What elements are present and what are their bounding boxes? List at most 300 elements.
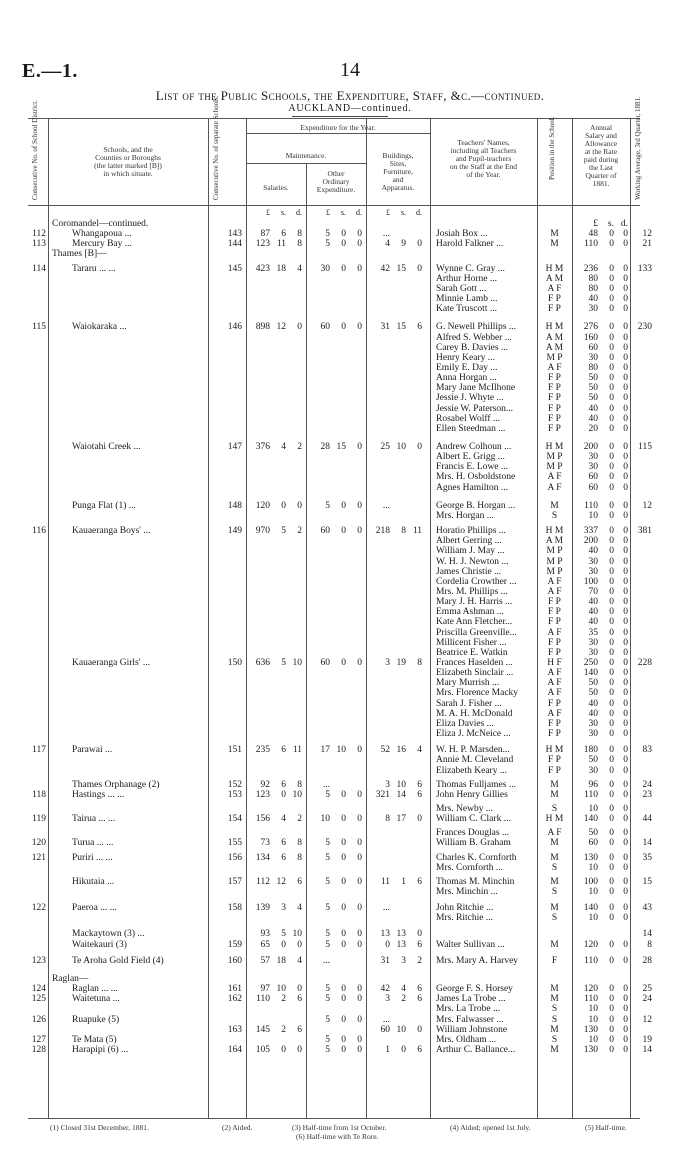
money-pounds: 636 xyxy=(255,658,270,668)
pay-shillings: 0 xyxy=(609,718,614,729)
money-pence: 6 xyxy=(417,876,422,887)
header-teachers xyxy=(430,139,537,179)
row-position: A F xyxy=(547,668,562,679)
column-rule xyxy=(306,163,307,1118)
pay-pence: 0 xyxy=(623,698,628,709)
row-teacher-name: Sarah Gott ... xyxy=(436,283,487,294)
row-district-no: 127 xyxy=(31,1034,46,1045)
money-pence: 0 xyxy=(417,929,422,940)
pay-pence: 0 xyxy=(623,482,628,493)
row-teacher-name: Josiah Box ... xyxy=(436,229,488,240)
money-pence: 0 xyxy=(357,239,362,250)
row-school-no: 146 xyxy=(227,322,242,333)
pay-pence: 0 xyxy=(623,413,628,424)
pay-pounds: 10 xyxy=(588,1004,598,1015)
row-position: H M xyxy=(545,263,564,274)
pay-pounds: 30 xyxy=(588,637,598,648)
row-school-no: 152 xyxy=(227,779,242,790)
pay-shillings: 0 xyxy=(609,342,614,353)
money-pounds: 31 xyxy=(380,955,390,966)
district-subtitle: AUCKLAND—continued. xyxy=(288,103,412,114)
pay-shillings: 0 xyxy=(609,887,614,897)
column-rule xyxy=(366,118,367,1118)
row-district-no: 123 xyxy=(31,955,46,966)
row-school-name: Coromandel—continued. xyxy=(52,219,149,229)
pay-pence: 0 xyxy=(623,637,628,648)
pay-pounds: 50 xyxy=(588,393,598,404)
money-pounds: 42 xyxy=(380,263,390,274)
money-pounds: 5 xyxy=(325,239,330,250)
pay-shillings: 0 xyxy=(609,283,614,294)
row-district-no: 124 xyxy=(31,984,46,995)
row-teacher-name: Jessie J. Whyte ... xyxy=(436,393,504,404)
row-school-name: Harapipi (6) ... xyxy=(72,1044,129,1055)
row-position: F P xyxy=(548,755,561,766)
row-position: S xyxy=(551,913,558,924)
header-salary-line: Quarter of xyxy=(585,171,617,180)
money-pence: 6 xyxy=(297,994,302,1005)
money-shillings: 0 xyxy=(341,322,346,333)
pay-pence: 0 xyxy=(623,536,628,547)
money-pounds: 5 xyxy=(325,1044,330,1055)
currency-pence: d. xyxy=(356,208,362,217)
money-shillings: 0 xyxy=(341,263,346,274)
pay-shillings: 0 xyxy=(609,828,614,839)
currency-pound: £ xyxy=(266,208,270,217)
currency-shilling: s. xyxy=(400,208,406,217)
row-teacher-name: Emily E. Day ... xyxy=(436,362,498,373)
money-shillings: 14 xyxy=(396,789,406,800)
pay-pence: 0 xyxy=(623,472,628,483)
row-position: M xyxy=(550,876,559,887)
row-teacher-name: Mrs. La Trobe ... xyxy=(436,1004,501,1015)
money-pence: 0 xyxy=(297,1044,302,1055)
currency-pound: £ xyxy=(326,208,330,217)
row-teacher-name: Jessie W. Paterson... xyxy=(436,403,514,414)
row-teacher-name: Mrs. Minchin ... xyxy=(436,887,498,897)
row-school-no: 162 xyxy=(227,994,242,1005)
row-district-no: 116 xyxy=(32,526,46,537)
money-pounds: 321 xyxy=(375,789,390,800)
money-pence: 6 xyxy=(417,994,422,1005)
money-pence: 0 xyxy=(357,814,362,825)
row-district-no: 117 xyxy=(32,745,46,756)
money-shillings: 13 xyxy=(396,939,406,950)
money-pounds: 11 xyxy=(380,876,390,887)
money-pounds: 423 xyxy=(255,263,270,274)
money-pounds: 30 xyxy=(320,263,330,274)
header-schools xyxy=(58,146,198,178)
money-shillings: 5 xyxy=(281,658,286,668)
row-teacher-name: Carey B. Davies ... xyxy=(436,342,509,353)
money-pounds: 73 xyxy=(260,838,270,849)
pay-pounds: 20 xyxy=(588,423,598,434)
pay-shillings: 0 xyxy=(609,352,614,363)
pay-shillings: 0 xyxy=(609,903,614,914)
row-position: F P xyxy=(548,423,561,434)
money-pence: 0 xyxy=(357,939,362,950)
pay-pence: 0 xyxy=(623,462,628,473)
pay-pence: 0 xyxy=(623,779,628,790)
pay-shillings: 0 xyxy=(609,984,614,995)
money-pounds: 139 xyxy=(255,903,270,914)
row-school-no: 163 xyxy=(227,1024,242,1035)
row-teacher-name: Thomas Fulljames ... xyxy=(436,779,516,790)
page-title: List of the Public Schools, the Expenditure, Staff, &c.—continued. xyxy=(155,88,545,103)
row-teacher-name: Mary J. H. Harris ... xyxy=(436,597,513,608)
row-average: 381 xyxy=(637,526,652,537)
pay-shillings: 0 xyxy=(609,708,614,719)
row-teacher-name: Cordelia Crowther ... xyxy=(436,576,517,587)
pay-pounds: 30 xyxy=(588,765,598,776)
pay-pence: 0 xyxy=(623,814,628,825)
row-position: H M xyxy=(545,322,564,333)
money-shillings: 0 xyxy=(341,229,346,240)
pay-shillings: 0 xyxy=(609,1004,614,1015)
pay-pounds: 110 xyxy=(584,500,598,511)
footnote-2: (2) Aided. xyxy=(222,1123,253,1132)
header-buildings xyxy=(366,152,430,192)
pay-pounds: 10 xyxy=(588,862,598,873)
row-position: A F xyxy=(547,828,562,839)
row-position: M xyxy=(550,1024,559,1035)
row-position: A F xyxy=(547,283,562,294)
money-pounds: 60 xyxy=(320,322,330,333)
header-teachers-line: Teachers' Names, xyxy=(457,138,510,147)
money-pence: 0 xyxy=(357,852,362,863)
pay-pounds: 40 xyxy=(588,607,598,618)
row-position: M xyxy=(550,239,559,250)
row-average: 25 xyxy=(642,984,652,995)
pay-pence: 0 xyxy=(623,617,628,628)
row-teacher-name: Arthur Horne ... xyxy=(436,273,497,284)
row-average: 115 xyxy=(638,442,652,452)
pay-pounds: 40 xyxy=(588,546,598,557)
row-position: M xyxy=(550,229,559,240)
row-district-no: 121 xyxy=(31,852,46,863)
money-shillings: 6 xyxy=(281,229,286,240)
money-pence: 0 xyxy=(357,658,362,668)
column-rule xyxy=(48,118,49,1118)
row-position: F P xyxy=(548,383,561,394)
pay-pence: 0 xyxy=(623,273,628,284)
pay-pounds: 276 xyxy=(583,322,598,333)
pay-shillings: 0 xyxy=(609,637,614,648)
money-shillings: 2 xyxy=(401,994,406,1005)
pay-pence: 0 xyxy=(623,546,628,557)
money-pounds: 17 xyxy=(320,745,330,756)
row-position: M xyxy=(550,779,559,790)
money-shillings: 2 xyxy=(281,1024,286,1035)
row-teacher-name: Millicent Fisher ... xyxy=(436,637,507,648)
money-pence: 0 xyxy=(357,876,362,887)
money-pence: 6 xyxy=(417,984,422,995)
row-teacher-name: M. A. H. McDonald xyxy=(436,708,513,719)
pay-shillings: 0 xyxy=(609,1014,614,1025)
header-salary-line: Annual xyxy=(589,123,613,132)
money-pounds: 235 xyxy=(255,745,270,756)
pay-shillings: 0 xyxy=(609,413,614,424)
row-school-name: Waiotahi Creek ... xyxy=(72,442,141,452)
money-pence: 10 xyxy=(292,789,302,800)
row-school-name: Waiokaraka ... xyxy=(72,322,127,333)
row-school-name: Ruapuke (5) xyxy=(72,1014,120,1025)
row-district-no: 113 xyxy=(32,239,46,250)
pay-pounds: 80 xyxy=(588,362,598,373)
row-average: 14 xyxy=(642,838,652,849)
row-position: A F xyxy=(547,688,562,699)
pay-pounds: 30 xyxy=(588,556,598,567)
row-position: H M xyxy=(545,814,564,825)
money-pounds: 60 xyxy=(380,1024,390,1035)
money-pounds: 60 xyxy=(320,526,330,537)
money-shillings: 0 xyxy=(281,500,286,511)
row-district-no: 115 xyxy=(32,322,46,333)
row-teacher-name: Mrs. Oldham ... xyxy=(436,1034,497,1045)
pay-shillings: 0 xyxy=(609,500,614,511)
pay-shillings: 0 xyxy=(609,678,614,689)
pay-shillings: 0 xyxy=(609,789,614,800)
money-pence: 2 xyxy=(297,814,302,825)
pay-shillings: 0 xyxy=(609,510,614,521)
currency-pence: d. xyxy=(296,208,302,217)
money-shillings: 10 xyxy=(396,442,406,452)
row-district-no: 125 xyxy=(31,994,46,1005)
header-salary xyxy=(572,124,630,188)
pay-pence: 0 xyxy=(623,607,628,618)
pay-pounds: 40 xyxy=(588,708,598,719)
money-pence: 4 xyxy=(297,263,302,274)
pay-shillings: 0 xyxy=(609,263,614,274)
pay-pounds: 140 xyxy=(583,668,598,679)
money-pounds: 5 xyxy=(325,876,330,887)
money-pounds: 5 xyxy=(325,903,330,914)
money-pence: 4 xyxy=(297,955,302,966)
pay-shillings: 0 xyxy=(609,403,614,414)
money-shillings: 0 xyxy=(281,939,286,950)
pay-shillings: 0 xyxy=(609,373,614,384)
row-position: A F xyxy=(547,586,562,597)
row-position: S xyxy=(551,1004,558,1015)
row-teacher-name: Rosabel Wolff ... xyxy=(436,413,501,424)
money-shillings: 0 xyxy=(341,1014,346,1025)
header-buildings-line: Buildings, xyxy=(382,151,414,160)
pay-shillings: 0 xyxy=(609,745,614,756)
currency-shilling: s. xyxy=(280,208,286,217)
row-position: F P xyxy=(548,294,561,305)
pay-pence: d. xyxy=(620,219,628,229)
money-shillings: 0 xyxy=(341,789,346,800)
money-shillings: 0 xyxy=(341,929,346,940)
pay-pence: 0 xyxy=(623,500,628,511)
pay-shillings: 0 xyxy=(609,536,614,547)
row-school-name: Parawai ... xyxy=(72,745,113,756)
money-pounds: ... xyxy=(382,1014,390,1025)
row-average: 44 xyxy=(642,814,652,825)
header-other-line: Ordinary xyxy=(322,177,350,186)
pay-shillings: 0 xyxy=(609,627,614,638)
row-school-name: Turua ... ... xyxy=(72,838,114,849)
row-teacher-name: Agnes Hamilton ... xyxy=(436,482,509,493)
pay-pence: 0 xyxy=(623,526,628,537)
money-shillings: 0 xyxy=(341,852,346,863)
row-school-no: 158 xyxy=(227,903,242,914)
row-teacher-name: Wynne C. Gray ... xyxy=(436,263,505,274)
row-teacher-name: Anna Horgan ... xyxy=(436,373,497,384)
row-school-name: Hikutaia ... xyxy=(72,876,115,887)
row-school-name: Waitekauri (3) xyxy=(72,939,127,950)
pay-pence: 0 xyxy=(623,510,628,521)
money-shillings: 0 xyxy=(341,1034,346,1045)
row-teacher-name: Albert Gerring ... xyxy=(436,536,502,547)
row-school-no: 159 xyxy=(227,939,242,950)
money-shillings: 0 xyxy=(341,526,346,537)
pay-pounds: 60 xyxy=(588,482,598,493)
row-teacher-name: Mary Jane McIlhone xyxy=(436,383,516,394)
row-position: M xyxy=(550,903,559,914)
row-average: 12 xyxy=(642,500,652,511)
row-position: S xyxy=(551,862,558,873)
money-pounds: 92 xyxy=(260,779,270,790)
money-shillings: 0 xyxy=(341,239,346,250)
money-shillings: 3 xyxy=(281,903,286,914)
row-teacher-name: Mrs. Ritchie ... xyxy=(436,913,493,924)
money-pounds: ... xyxy=(382,500,390,511)
pay-pence: 0 xyxy=(623,283,628,294)
row-school-no: 164 xyxy=(227,1044,242,1055)
header-buildings-line: and xyxy=(392,175,404,184)
row-average: 14 xyxy=(642,1044,652,1055)
header-consecutive-schools: Consecutive No. of separate Schools. xyxy=(212,95,220,200)
row-position: M P xyxy=(546,352,563,363)
money-pounds: 28 xyxy=(320,442,330,452)
money-pence: 0 xyxy=(357,838,362,849)
money-pounds: 123 xyxy=(255,789,270,800)
pay-shillings: 0 xyxy=(609,755,614,766)
pay-shillings: 0 xyxy=(609,668,614,679)
header-average: Working Average, 3rd Quarter, 1881. xyxy=(634,96,642,200)
money-pence: 6 xyxy=(417,779,422,790)
money-pence: 2 xyxy=(417,955,422,966)
row-position: M xyxy=(550,984,559,995)
money-pounds: 376 xyxy=(255,442,270,452)
row-position: F P xyxy=(548,597,561,608)
pay-pounds: 10 xyxy=(588,1014,598,1025)
row-teacher-name: Thomas M. Minchin xyxy=(436,876,515,887)
pay-pence: 0 xyxy=(623,852,628,863)
money-pence: 8 xyxy=(297,838,302,849)
pay-pounds: 120 xyxy=(583,939,598,950)
subtitle-rule xyxy=(292,116,388,117)
pay-pounds: 10 xyxy=(588,1034,598,1045)
money-shillings: 0 xyxy=(341,658,346,668)
row-school-no: 147 xyxy=(227,442,242,452)
pay-pence: 0 xyxy=(623,668,628,679)
money-shillings: 19 xyxy=(396,658,406,668)
pay-pounds: 200 xyxy=(583,536,598,547)
pay-pence: 0 xyxy=(623,876,628,887)
pay-shillings: 0 xyxy=(609,779,614,790)
row-position: F P xyxy=(548,393,561,404)
pay-shillings: 0 xyxy=(609,472,614,483)
money-pence: 0 xyxy=(297,939,302,950)
row-position: M xyxy=(550,838,559,849)
money-shillings: 15 xyxy=(396,322,406,333)
column-rule xyxy=(572,118,573,1118)
page-code: E.—1. xyxy=(22,60,78,82)
pay-pounds: 50 xyxy=(588,678,598,689)
header-salary-line: Allowance xyxy=(584,139,618,148)
row-average: 28 xyxy=(642,955,652,966)
pay-pence: 0 xyxy=(623,755,628,766)
money-shillings: 15 xyxy=(396,263,406,274)
pay-pounds: 80 xyxy=(588,273,598,284)
row-school-name: Thames Orphanage (2) xyxy=(72,779,160,790)
header-salary-line: Salary and xyxy=(585,131,617,140)
header-consecutive-district: Consecutive No. of School District. xyxy=(31,100,39,200)
pay-pounds: 50 xyxy=(588,755,598,766)
pay-pounds: 30 xyxy=(588,304,598,315)
pay-shillings: 0 xyxy=(609,229,614,240)
money-pence: 0 xyxy=(357,929,362,940)
money-shillings: 0 xyxy=(281,789,286,800)
row-teacher-name: Arthur C. Ballance... xyxy=(436,1044,516,1055)
money-pounds: 8 xyxy=(385,814,390,825)
money-pence: 0 xyxy=(357,526,362,537)
money-pounds: 5 xyxy=(325,838,330,849)
row-school-no: 144 xyxy=(227,239,242,250)
pay-shillings: 0 xyxy=(609,304,614,315)
row-teacher-name: Alfred S. Webber ... xyxy=(436,332,512,343)
money-shillings: 17 xyxy=(396,814,406,825)
money-pounds: ... xyxy=(382,903,390,914)
row-teacher-name: W. H. P. Marsden... xyxy=(436,745,510,756)
money-shillings: 0 xyxy=(341,876,346,887)
row-position: F P xyxy=(548,718,561,729)
row-average: 19 xyxy=(642,1034,652,1045)
pay-shillings: 0 xyxy=(609,729,614,740)
pay-pence: 0 xyxy=(623,1044,628,1055)
pay-pence: 0 xyxy=(623,1014,628,1025)
footnote-6: (6) Half-time with Te Rore. xyxy=(296,1132,379,1141)
money-pence: 6 xyxy=(297,1024,302,1035)
money-pence: 0 xyxy=(297,984,302,995)
money-pounds: 5 xyxy=(325,852,330,863)
money-pence: 8 xyxy=(297,229,302,240)
row-average: 12 xyxy=(642,1014,652,1025)
row-teacher-name: Eliza Davies ... xyxy=(436,718,494,729)
money-shillings: 0 xyxy=(281,1044,286,1055)
money-shillings: 0 xyxy=(401,1044,406,1055)
money-shillings: 10 xyxy=(396,1024,406,1035)
money-pounds: 10 xyxy=(320,814,330,825)
row-position: F P xyxy=(548,403,561,414)
row-position: A M xyxy=(545,273,564,284)
pay-pence: 0 xyxy=(623,1004,628,1015)
money-pounds: 5 xyxy=(325,984,330,995)
row-position: A F xyxy=(547,627,562,638)
money-pounds: 898 xyxy=(255,322,270,333)
money-pounds: 5 xyxy=(325,1014,330,1025)
pay-shillings: 0 xyxy=(609,955,614,966)
pay-shillings: 0 xyxy=(609,862,614,873)
pay-pence: 0 xyxy=(623,373,628,384)
money-pence: 2 xyxy=(297,526,302,537)
row-position: A M xyxy=(545,536,564,547)
pay-pence: 0 xyxy=(623,729,628,740)
pay-pounds: 30 xyxy=(588,352,598,363)
row-teacher-name: William J. May ... xyxy=(436,546,505,557)
